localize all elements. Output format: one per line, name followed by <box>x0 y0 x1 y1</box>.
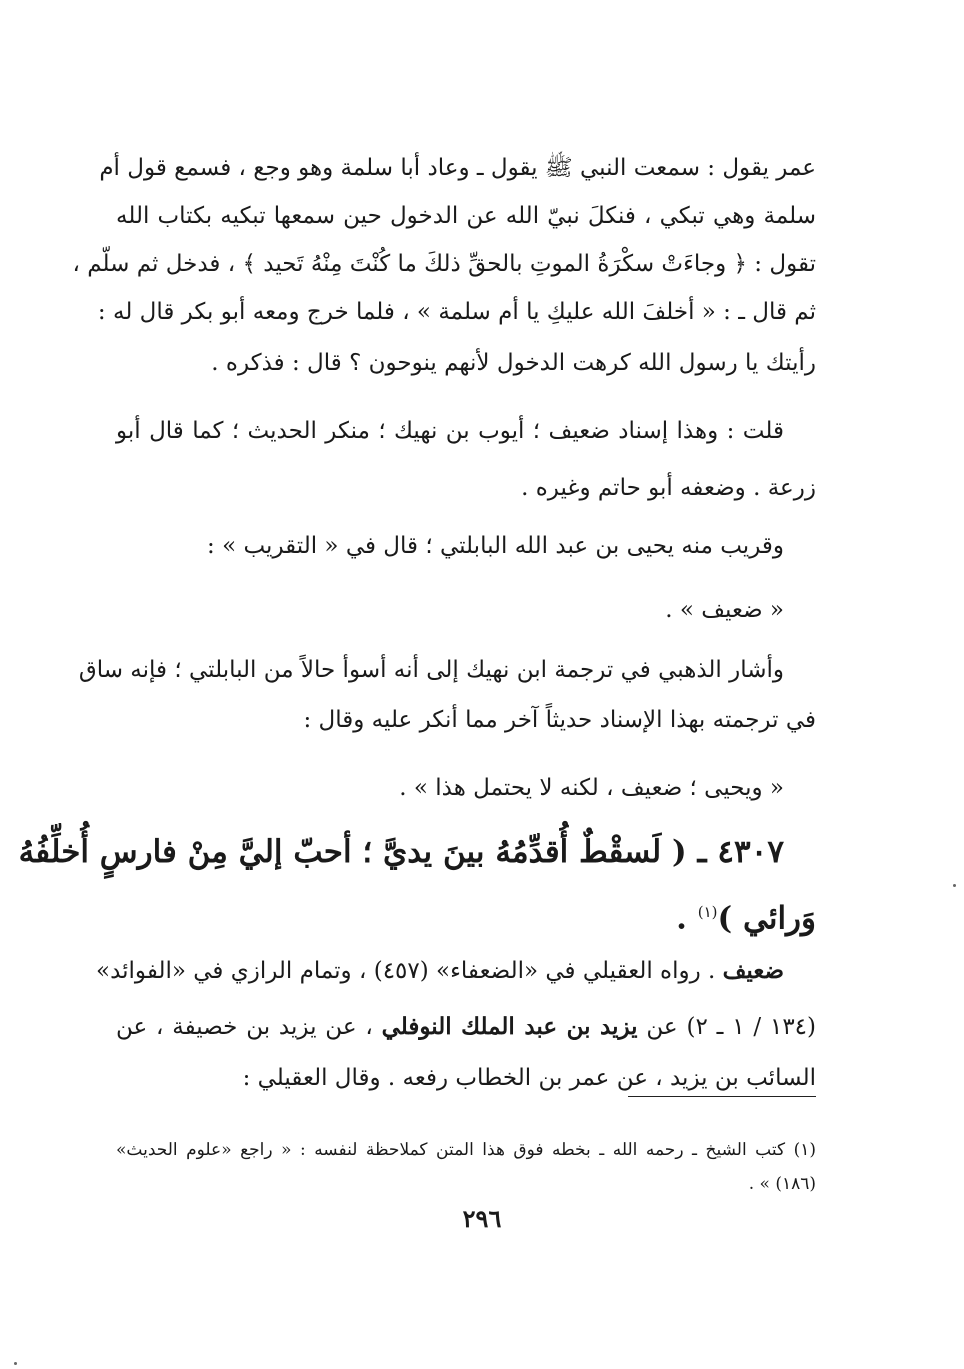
text-line: في ترجمته بهذا الإسناد حديثاً آخر مما أنكر عليه وقال : <box>303 707 816 733</box>
takhrij-text: . رواه العقيلي في «الضعفاء» (٤٥٧) ، وتمام الرازي في «الفوائد» <box>96 958 723 984</box>
takhrij-line <box>96 953 784 989</box>
footnote-rule <box>628 1096 816 1097</box>
takhrij-line: السائب بن يزيد ، عن عمر بن الخطاب رفعه . وقال العقيلي : <box>242 1065 816 1091</box>
text-line: ثم قال ـ : « أخلفَ الله عليكِ يا أم سلمة » ، فلما خرج ومعه أبو بكر قال له : <box>97 299 816 325</box>
text-line: زرعة . وضعفه أبو حاتم وغيره . <box>521 475 816 501</box>
footnote-line: (١) كتب الشيخ ـ رحمه الله ـ بخطه فوق هذا المتن كملاحظة لنفسه : « راجع «علوم الحديث» <box>116 1140 816 1160</box>
narrator-name: يزيد بن عبد الملك النوفلي <box>381 1013 638 1040</box>
page-number: ٢٩٦ <box>462 1204 502 1233</box>
text-line: تقول : ﴿ وجاءَتْ سكْرَةُ الموتِ بالحقِّ ذلكَ ما كُنْتَ مِنْهُ تَحيد ﴾ ، فدخل ثم سلّم ، <box>72 251 816 277</box>
grade-label: ضعيف <box>722 957 784 984</box>
takhrij-line <box>116 1009 816 1045</box>
text-line: عمر يقول : سمعت النبي ﷺ يقول ـ وعاد أبا سلمة وهو وجع ، فسمع قول أم <box>99 155 816 181</box>
scan-speck <box>953 884 956 887</box>
text-line: رأيتك يا رسول الله كرهت الدخول لأنهم ينوحون ؟ قال : فذكره . <box>211 350 816 376</box>
scan-speck <box>14 1362 17 1365</box>
takhrij-text: (١٣٤ / ١ ـ ٢) عن <box>637 1014 817 1040</box>
text-line: قلت : وهذا إسناد ضعيف ؛ أيوب بن نهيك ؛ منكر الحديث ؛ كما قال أبو <box>116 418 784 444</box>
footnote-line: (١٨٦) » . <box>748 1174 816 1194</box>
takhrij-text: ، عن يزيد بن خصيفة ، عن <box>116 1014 382 1040</box>
text-line: « ويحيى ؛ ضعيف ، لكنه لا يحتمل هذا » . <box>399 775 784 801</box>
text-line: سلمة وهي تبكي ، فنكلَ نبيّ الله عن الدخول حين سمعها تبكيه بكتاب الله <box>116 203 816 229</box>
hadith-heading: ٤٣٠٧ ـ ( لَسقْطٌ أُقدِّمُهُ بينَ يديَّ ؛ أحبّ إليَّ مِنْ فارسٍ أُخلِّفُهُ <box>18 834 784 870</box>
text-line: « ضعيف » . <box>665 597 784 623</box>
hadith-end: . <box>676 900 698 937</box>
hadith-text: وَرائي ) <box>717 900 816 937</box>
text-line: وقريب منه يحيى بن عبد الله البابلتي ؛ قال في « التقريب » : <box>207 533 784 559</box>
footnote-ref: (١) <box>697 903 718 921</box>
text-line: وأشار الذهبي في ترجمة ابن نهيك إلى أنه أسوأ حالاً من البابلتي ؛ فإنه ساق <box>78 657 784 683</box>
hadith-heading-continued <box>116 890 816 940</box>
